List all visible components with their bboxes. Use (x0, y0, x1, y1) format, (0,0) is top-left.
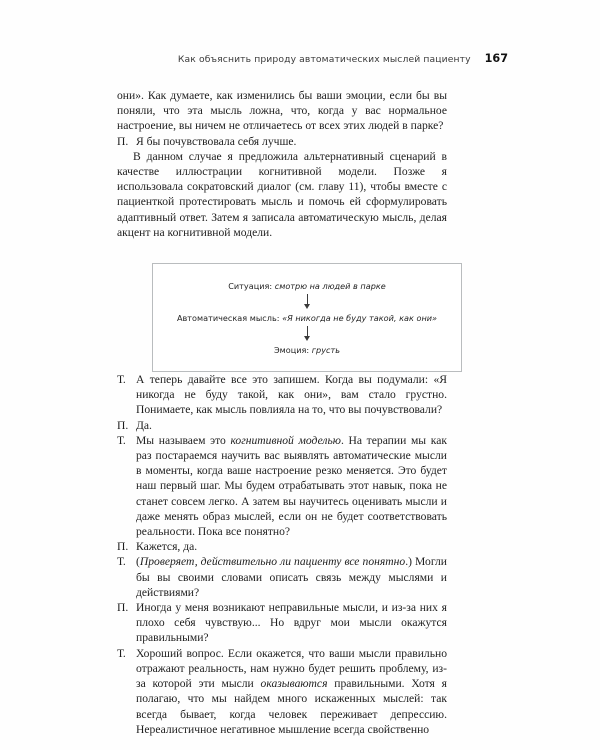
down-arrow-icon (303, 294, 312, 311)
speaker-speech (136, 539, 447, 554)
dialogue-turn-intro (117, 134, 447, 149)
figure-situation-line (228, 281, 386, 291)
speaker-speech (136, 372, 447, 418)
emphasis-text: когнитивной моделью (230, 433, 341, 447)
text-column (117, 88, 447, 737)
dialogue-turn (117, 433, 447, 539)
speaker-speech (136, 418, 447, 433)
plain-text: Да. (136, 418, 152, 432)
speaker-speech (136, 646, 447, 737)
speaker-label: Т. (117, 646, 126, 660)
figure-situation-value: смотрю на людей в парке (274, 280, 386, 291)
speaker-label: Т. (117, 433, 126, 447)
speaker-label: П. (117, 418, 129, 432)
plain-text: . На терапии мы как раз постараемся научить вас выявлять автоматические мысли в моменты, когда ваше настроение резко меняется. Это будет наш первый шаг. Мы будем отрабатывать этот навык, пока не станет совсем легко. А затем вы научитесь оценивать мысли и даже менять образ мыслей, если он не будет соответствовать реальности. Пока все понятно? (136, 433, 447, 539)
speaker-label: П. (117, 540, 129, 554)
speaker-speech: Я бы почувствовала себя лучше. (136, 134, 297, 148)
plain-text: ( (136, 555, 140, 569)
plain-text: Иногда у меня возникают неправильные мысли, и из-за них я плохо себя чувствую... Но вдруг мои мысли окажутся правильными? (136, 601, 447, 645)
speaker-label: Т. (117, 373, 126, 387)
running-head (0, 52, 600, 65)
figure-thought-label: Автоматическая мысль: (176, 312, 280, 323)
down-arrow-icon-2 (303, 326, 312, 343)
plain-text: Кажется, да. (136, 540, 198, 554)
paragraph-continued: они». Как думаете, как изменились бы ваши эмоции, если бы вы поняли, что эта мысль ложна, что, когда у вас нормальное настроение, вы ничем не отличаетесь от всех этих людей в парке? (117, 89, 447, 133)
running-head-title: Как объяснить природу автоматических мыслей пациенту (177, 54, 471, 65)
speaker-label: Т. (117, 555, 126, 569)
plain-text: Хороший вопрос. Если окажется, что ваши мысли правильно отражают реальность, нам нужно будет решить проблему, из-за которой эти мысли (136, 646, 447, 691)
figure-situation-label: Ситуация: (228, 280, 273, 291)
speaker-label: П. (117, 134, 129, 148)
plain-text: правильными. Хотя я полагаю, что мы найдем много искаженных мыслей: так всегда бывает, когда человек переживает депрессию. Нереалистичное негативное мышление всегда свойственно (136, 677, 447, 736)
speaker-speech (136, 433, 447, 539)
emphasis-text: оказываются (260, 677, 328, 691)
dialogue-turn (117, 418, 447, 433)
figure-thought-line (177, 313, 437, 323)
emphasis-text: Проверяет, действительно ли пациенту все понятно (139, 555, 406, 569)
speaker-label: П. (117, 601, 129, 615)
dialogue-turn (117, 646, 447, 737)
dialogue-turn (117, 372, 447, 418)
dialogue-turn (117, 600, 447, 646)
figure-thought-value: «Я никогда не буду такой, как они» (282, 312, 438, 323)
plain-text: Мы называем это (136, 433, 231, 447)
figure-emotion-label: Эмоция: (273, 344, 310, 355)
figure-emotion-line (274, 345, 340, 355)
dialogue-turn (117, 554, 447, 600)
figure-content (153, 264, 461, 371)
dialogue-list (117, 372, 447, 737)
speaker-speech (136, 600, 447, 646)
plain-text: А теперь давайте все это запишем. Когда вы подумали: «Я никогда не буду такой, как они», вам стало грустно. Понимаете, как мысль повлияла на то, что вы почувствовали? (136, 373, 447, 417)
figure-emotion-value: грусть (311, 344, 341, 355)
cognitive-model-figure (152, 263, 462, 372)
dialogue-turn (117, 539, 447, 554)
paragraph-narrative: В данном случае я предложила альтернативный сценарий в качестве иллюстрации когнитивной модели. Позже я использовала сократовский диалог (см. главу 11), чтобы вместе с пациенткой протестировать мысль и помочь ей сформулировать адаптивный ответ. Затем я записала автоматическую мысль, делая акцент на когнитивной модели. (117, 149, 447, 239)
plain-text: .) Могли бы вы своими словами описать связь между мыслями и действиями? (136, 555, 447, 599)
speaker-speech (136, 554, 447, 600)
page-number: 167 (484, 52, 508, 65)
